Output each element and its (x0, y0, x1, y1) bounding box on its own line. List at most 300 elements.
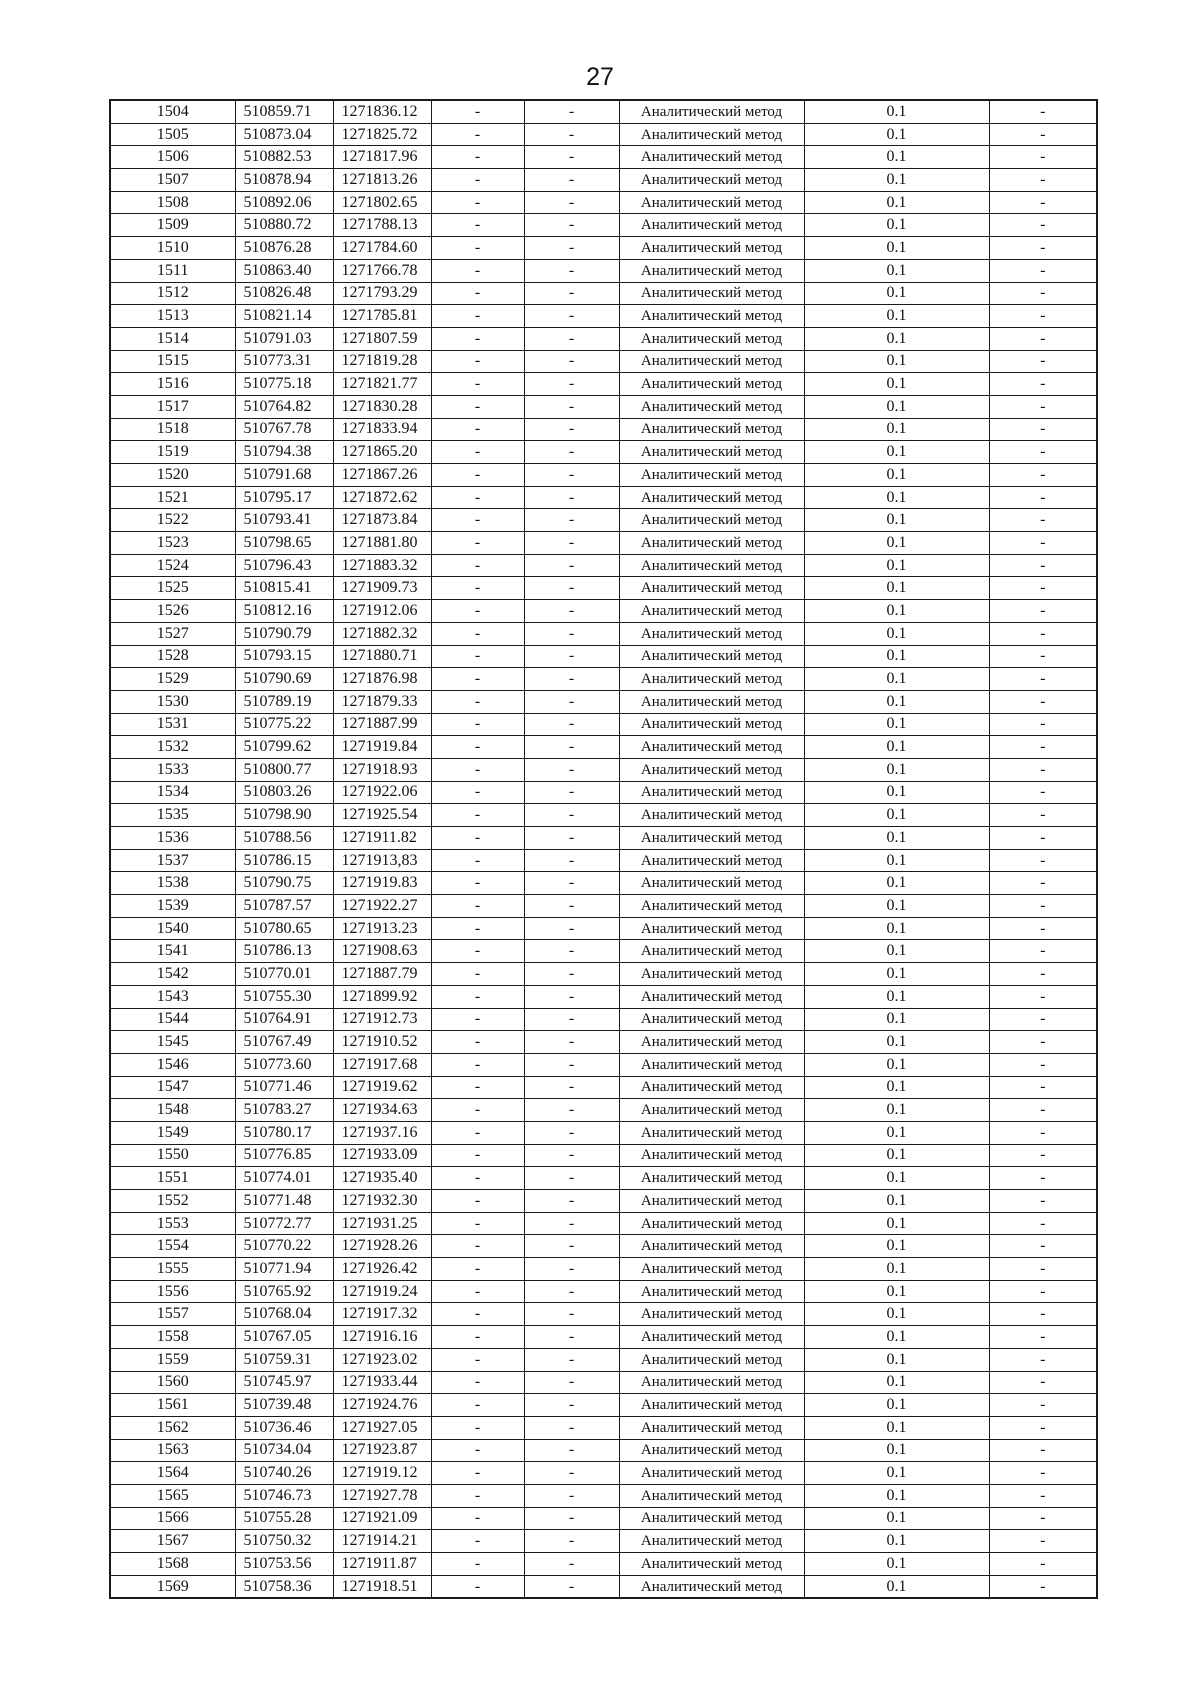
cell-point-number: 1557 (110, 1303, 235, 1326)
cell-accuracy: 0.1 (804, 1484, 989, 1507)
cell-y-coordinate: 1271924.76 (333, 1394, 431, 1417)
cell-method: Аналитический метод (619, 464, 804, 487)
cell-y-coordinate: 1271917.32 (333, 1303, 431, 1326)
cell-col-8: - (989, 781, 1097, 804)
cell-col-5: - (524, 1439, 619, 1462)
cell-y-coordinate: 1271879.33 (333, 690, 431, 713)
cell-y-coordinate: 1271867.26 (333, 464, 431, 487)
cell-col-4: - (431, 963, 524, 986)
cell-y-coordinate: 1271766.78 (333, 259, 431, 282)
cell-point-number: 1515 (110, 350, 235, 373)
cell-y-coordinate: 1271909.73 (333, 577, 431, 600)
cell-point-number: 1562 (110, 1416, 235, 1439)
cell-accuracy: 0.1 (804, 622, 989, 645)
cell-x-coordinate: 510773.60 (235, 1053, 333, 1076)
cell-method: Аналитический метод (619, 1348, 804, 1371)
cell-method: Аналитический метод (619, 1121, 804, 1144)
cell-x-coordinate: 510803.26 (235, 781, 333, 804)
cell-y-coordinate: 1271921.09 (333, 1507, 431, 1530)
cell-point-number: 1539 (110, 895, 235, 918)
cell-y-coordinate: 1271883.32 (333, 554, 431, 577)
cell-col-8: - (989, 146, 1097, 169)
table-row (110, 963, 1097, 986)
cell-col-5: - (524, 940, 619, 963)
table-row (110, 577, 1097, 600)
cell-col-8: - (989, 1416, 1097, 1439)
cell-col-8: - (989, 895, 1097, 918)
cell-x-coordinate: 510764.91 (235, 1008, 333, 1031)
cell-col-4: - (431, 713, 524, 736)
cell-col-5: - (524, 486, 619, 509)
table-row (110, 395, 1097, 418)
cell-col-8: - (989, 1258, 1097, 1281)
table-row (110, 804, 1097, 827)
cell-col-4: - (431, 1280, 524, 1303)
cell-y-coordinate: 1271807.59 (333, 327, 431, 350)
cell-x-coordinate: 510791.03 (235, 327, 333, 350)
cell-y-coordinate: 1271813.26 (333, 169, 431, 192)
cell-col-4: - (431, 554, 524, 577)
cell-accuracy: 0.1 (804, 849, 989, 872)
cell-y-coordinate: 1271882.32 (333, 622, 431, 645)
cell-point-number: 1534 (110, 781, 235, 804)
cell-method: Аналитический метод (619, 645, 804, 668)
cell-point-number: 1506 (110, 146, 235, 169)
cell-y-coordinate: 1271914.21 (333, 1530, 431, 1553)
cell-y-coordinate: 1271865.20 (333, 441, 431, 464)
cell-method: Аналитический метод (619, 1303, 804, 1326)
cell-point-number: 1561 (110, 1394, 235, 1417)
cell-col-4: - (431, 985, 524, 1008)
cell-x-coordinate: 510798.65 (235, 532, 333, 555)
cell-col-8: - (989, 600, 1097, 623)
cell-x-coordinate: 510775.22 (235, 713, 333, 736)
cell-col-8: - (989, 963, 1097, 986)
cell-point-number: 1558 (110, 1326, 235, 1349)
cell-x-coordinate: 510815.41 (235, 577, 333, 600)
cell-x-coordinate: 510796.43 (235, 554, 333, 577)
cell-col-8: - (989, 1280, 1097, 1303)
cell-y-coordinate: 1271919.62 (333, 1076, 431, 1099)
cell-point-number: 1543 (110, 985, 235, 1008)
cell-col-5: - (524, 963, 619, 986)
table-row (110, 1190, 1097, 1213)
cell-col-4: - (431, 123, 524, 146)
cell-method: Аналитический метод (619, 668, 804, 691)
cell-col-8: - (989, 1575, 1097, 1598)
cell-accuracy: 0.1 (804, 600, 989, 623)
cell-point-number: 1569 (110, 1575, 235, 1598)
cell-accuracy: 0.1 (804, 1553, 989, 1576)
cell-x-coordinate: 510892.06 (235, 191, 333, 214)
cell-x-coordinate: 510790.79 (235, 622, 333, 645)
cell-y-coordinate: 1271919.24 (333, 1280, 431, 1303)
cell-point-number: 1512 (110, 282, 235, 305)
cell-point-number: 1556 (110, 1280, 235, 1303)
cell-y-coordinate: 1271785.81 (333, 305, 431, 328)
cell-x-coordinate: 510787.57 (235, 895, 333, 918)
cell-col-8: - (989, 1144, 1097, 1167)
cell-col-8: - (989, 327, 1097, 350)
cell-y-coordinate: 1271836.12 (333, 100, 431, 123)
cell-point-number: 1541 (110, 940, 235, 963)
cell-y-coordinate: 1271923.02 (333, 1348, 431, 1371)
cell-col-4: - (431, 1076, 524, 1099)
cell-method: Аналитический метод (619, 1258, 804, 1281)
cell-point-number: 1535 (110, 804, 235, 827)
cell-col-5: - (524, 327, 619, 350)
cell-col-4: - (431, 1507, 524, 1530)
cell-x-coordinate: 510745.97 (235, 1371, 333, 1394)
cell-col-8: - (989, 418, 1097, 441)
cell-col-5: - (524, 100, 619, 123)
cell-y-coordinate: 1271932.30 (333, 1190, 431, 1213)
cell-col-5: - (524, 1348, 619, 1371)
cell-accuracy: 0.1 (804, 350, 989, 373)
cell-accuracy: 0.1 (804, 668, 989, 691)
cell-accuracy: 0.1 (804, 1121, 989, 1144)
cell-method: Аналитический метод (619, 1008, 804, 1031)
cell-x-coordinate: 510775.18 (235, 373, 333, 396)
cell-col-8: - (989, 1439, 1097, 1462)
cell-col-5: - (524, 1144, 619, 1167)
cell-col-8: - (989, 395, 1097, 418)
cell-point-number: 1538 (110, 872, 235, 895)
cell-point-number: 1508 (110, 191, 235, 214)
cell-col-8: - (989, 282, 1097, 305)
table-row (110, 486, 1097, 509)
cell-point-number: 1528 (110, 645, 235, 668)
cell-point-number: 1531 (110, 713, 235, 736)
cell-col-4: - (431, 1303, 524, 1326)
cell-accuracy: 0.1 (804, 895, 989, 918)
table-row (110, 1235, 1097, 1258)
cell-col-8: - (989, 1371, 1097, 1394)
cell-col-5: - (524, 849, 619, 872)
cell-x-coordinate: 510790.75 (235, 872, 333, 895)
cell-col-5: - (524, 259, 619, 282)
cell-point-number: 1529 (110, 668, 235, 691)
cell-y-coordinate: 1271899.92 (333, 985, 431, 1008)
cell-col-8: - (989, 1348, 1097, 1371)
cell-col-8: - (989, 532, 1097, 555)
cell-col-5: - (524, 827, 619, 850)
cell-col-4: - (431, 1190, 524, 1213)
cell-point-number: 1507 (110, 169, 235, 192)
cell-point-number: 1545 (110, 1031, 235, 1054)
table-row (110, 713, 1097, 736)
cell-x-coordinate: 510773.31 (235, 350, 333, 373)
table-row (110, 532, 1097, 555)
cell-col-5: - (524, 305, 619, 328)
cell-point-number: 1521 (110, 486, 235, 509)
cell-x-coordinate: 510771.94 (235, 1258, 333, 1281)
cell-point-number: 1505 (110, 123, 235, 146)
cell-col-4: - (431, 668, 524, 691)
cell-col-5: - (524, 668, 619, 691)
table-row (110, 1394, 1097, 1417)
cell-method: Аналитический метод (619, 1326, 804, 1349)
cell-col-4: - (431, 917, 524, 940)
cell-col-5: - (524, 373, 619, 396)
cell-col-5: - (524, 1575, 619, 1598)
cell-col-8: - (989, 464, 1097, 487)
cell-col-4: - (431, 1416, 524, 1439)
cell-point-number: 1552 (110, 1190, 235, 1213)
cell-x-coordinate: 510783.27 (235, 1099, 333, 1122)
cell-y-coordinate: 1271821.77 (333, 373, 431, 396)
cell-col-8: - (989, 872, 1097, 895)
cell-accuracy: 0.1 (804, 259, 989, 282)
cell-y-coordinate: 1271925.54 (333, 804, 431, 827)
cell-x-coordinate: 510799.62 (235, 736, 333, 759)
cell-point-number: 1510 (110, 237, 235, 260)
cell-point-number: 1537 (110, 849, 235, 872)
cell-x-coordinate: 510786.15 (235, 849, 333, 872)
cell-col-4: - (431, 327, 524, 350)
cell-x-coordinate: 510812.16 (235, 600, 333, 623)
cell-method: Аналитический метод (619, 1394, 804, 1417)
cell-col-4: - (431, 849, 524, 872)
table-row (110, 509, 1097, 532)
cell-col-8: - (989, 1212, 1097, 1235)
table-row (110, 736, 1097, 759)
table-row (110, 872, 1097, 895)
cell-y-coordinate: 1271912.73 (333, 1008, 431, 1031)
cell-accuracy: 0.1 (804, 1031, 989, 1054)
cell-method: Аналитический метод (619, 736, 804, 759)
cell-col-5: - (524, 1553, 619, 1576)
cell-col-4: - (431, 1258, 524, 1281)
table-row (110, 1258, 1097, 1281)
cell-col-8: - (989, 940, 1097, 963)
cell-col-4: - (431, 259, 524, 282)
cell-col-5: - (524, 1258, 619, 1281)
cell-col-5: - (524, 554, 619, 577)
cell-col-4: - (431, 577, 524, 600)
cell-accuracy: 0.1 (804, 1280, 989, 1303)
cell-col-4: - (431, 600, 524, 623)
cell-point-number: 1559 (110, 1348, 235, 1371)
cell-accuracy: 0.1 (804, 1394, 989, 1417)
cell-col-5: - (524, 713, 619, 736)
cell-col-5: - (524, 804, 619, 827)
cell-method: Аналитический метод (619, 872, 804, 895)
cell-point-number: 1548 (110, 1099, 235, 1122)
cell-col-5: - (524, 758, 619, 781)
cell-col-4: - (431, 532, 524, 555)
cell-col-8: - (989, 237, 1097, 260)
cell-col-8: - (989, 736, 1097, 759)
cell-col-4: - (431, 282, 524, 305)
cell-accuracy: 0.1 (804, 1167, 989, 1190)
cell-point-number: 1509 (110, 214, 235, 237)
cell-x-coordinate: 510736.46 (235, 1416, 333, 1439)
cell-point-number: 1523 (110, 532, 235, 555)
cell-method: Аналитический метод (619, 1553, 804, 1576)
cell-col-5: - (524, 1371, 619, 1394)
table-row (110, 600, 1097, 623)
cell-point-number: 1542 (110, 963, 235, 986)
cell-accuracy: 0.1 (804, 872, 989, 895)
cell-col-4: - (431, 1462, 524, 1485)
cell-col-4: - (431, 1484, 524, 1507)
cell-col-8: - (989, 1326, 1097, 1349)
cell-y-coordinate: 1271918.51 (333, 1575, 431, 1598)
cell-col-8: - (989, 758, 1097, 781)
cell-col-4: - (431, 305, 524, 328)
cell-x-coordinate: 510793.15 (235, 645, 333, 668)
cell-point-number: 1564 (110, 1462, 235, 1485)
cell-point-number: 1518 (110, 418, 235, 441)
cell-col-8: - (989, 373, 1097, 396)
cell-col-5: - (524, 191, 619, 214)
cell-col-4: - (431, 895, 524, 918)
cell-method: Аналитический метод (619, 895, 804, 918)
cell-col-8: - (989, 668, 1097, 691)
cell-method: Аналитический метод (619, 804, 804, 827)
cell-point-number: 1525 (110, 577, 235, 600)
cell-col-4: - (431, 781, 524, 804)
cell-y-coordinate: 1271928.26 (333, 1235, 431, 1258)
cell-col-8: - (989, 1008, 1097, 1031)
cell-accuracy: 0.1 (804, 1575, 989, 1598)
cell-col-4: - (431, 418, 524, 441)
cell-method: Аналитический метод (619, 985, 804, 1008)
cell-col-4: - (431, 645, 524, 668)
cell-x-coordinate: 510768.04 (235, 1303, 333, 1326)
table-row (110, 1439, 1097, 1462)
cell-accuracy: 0.1 (804, 532, 989, 555)
cell-x-coordinate: 510758.36 (235, 1575, 333, 1598)
cell-col-5: - (524, 1303, 619, 1326)
table-row (110, 690, 1097, 713)
cell-col-5: - (524, 418, 619, 441)
cell-accuracy: 0.1 (804, 985, 989, 1008)
cell-col-4: - (431, 1553, 524, 1576)
table-row (110, 259, 1097, 282)
cell-col-5: - (524, 123, 619, 146)
cell-y-coordinate: 1271833.94 (333, 418, 431, 441)
cell-y-coordinate: 1271919.12 (333, 1462, 431, 1485)
cell-col-5: - (524, 1008, 619, 1031)
cell-method: Аналитический метод (619, 327, 804, 350)
cell-accuracy: 0.1 (804, 1371, 989, 1394)
table-row (110, 1530, 1097, 1553)
cell-col-8: - (989, 849, 1097, 872)
cell-col-4: - (431, 940, 524, 963)
cell-point-number: 1513 (110, 305, 235, 328)
cell-point-number: 1527 (110, 622, 235, 645)
cell-x-coordinate: 510759.31 (235, 1348, 333, 1371)
table-row (110, 1371, 1097, 1394)
table-row (110, 123, 1097, 146)
cell-col-4: - (431, 1031, 524, 1054)
cell-x-coordinate: 510789.19 (235, 690, 333, 713)
cell-x-coordinate: 510880.72 (235, 214, 333, 237)
cell-col-4: - (431, 1144, 524, 1167)
cell-method: Аналитический метод (619, 1144, 804, 1167)
cell-col-4: - (431, 214, 524, 237)
cell-y-coordinate: 1271912.06 (333, 600, 431, 623)
cell-col-8: - (989, 191, 1097, 214)
cell-accuracy: 0.1 (804, 1416, 989, 1439)
table-row (110, 1008, 1097, 1031)
cell-method: Аналитический метод (619, 146, 804, 169)
cell-col-8: - (989, 1099, 1097, 1122)
cell-method: Аналитический метод (619, 827, 804, 850)
cell-method: Аналитический метод (619, 849, 804, 872)
cell-col-8: - (989, 713, 1097, 736)
cell-y-coordinate: 1271876.98 (333, 668, 431, 691)
cell-col-8: - (989, 554, 1097, 577)
cell-point-number: 1511 (110, 259, 235, 282)
cell-col-5: - (524, 1190, 619, 1213)
cell-col-5: - (524, 1530, 619, 1553)
cell-accuracy: 0.1 (804, 554, 989, 577)
cell-col-8: - (989, 577, 1097, 600)
cell-col-8: - (989, 645, 1097, 668)
cell-method: Аналитический метод (619, 441, 804, 464)
cell-accuracy: 0.1 (804, 1144, 989, 1167)
cell-accuracy: 0.1 (804, 464, 989, 487)
cell-y-coordinate: 1271830.28 (333, 395, 431, 418)
table-row (110, 1462, 1097, 1485)
table-body (110, 100, 1097, 1598)
cell-x-coordinate: 510764.82 (235, 395, 333, 418)
cell-col-5: - (524, 532, 619, 555)
cell-method: Аналитический метод (619, 305, 804, 328)
cell-x-coordinate: 510798.90 (235, 804, 333, 827)
table-row (110, 985, 1097, 1008)
cell-x-coordinate: 510863.40 (235, 259, 333, 282)
cell-y-coordinate: 1271825.72 (333, 123, 431, 146)
cell-method: Аналитический метод (619, 282, 804, 305)
cell-col-8: - (989, 441, 1097, 464)
cell-point-number: 1540 (110, 917, 235, 940)
cell-accuracy: 0.1 (804, 690, 989, 713)
cell-method: Аналитический метод (619, 1235, 804, 1258)
table-row (110, 282, 1097, 305)
cell-col-4: - (431, 1121, 524, 1144)
cell-col-5: - (524, 214, 619, 237)
cell-col-8: - (989, 1507, 1097, 1530)
cell-x-coordinate: 510771.48 (235, 1190, 333, 1213)
cell-x-coordinate: 510780.17 (235, 1121, 333, 1144)
cell-y-coordinate: 1271923.87 (333, 1439, 431, 1462)
cell-accuracy: 0.1 (804, 781, 989, 804)
table-row (110, 668, 1097, 691)
cell-method: Аналитический метод (619, 395, 804, 418)
cell-col-8: - (989, 804, 1097, 827)
cell-col-5: - (524, 1235, 619, 1258)
cell-accuracy: 0.1 (804, 305, 989, 328)
coordinates-table (109, 99, 1098, 1599)
cell-col-4: - (431, 486, 524, 509)
cell-x-coordinate: 510767.49 (235, 1031, 333, 1054)
cell-method: Аналитический метод (619, 577, 804, 600)
cell-accuracy: 0.1 (804, 1530, 989, 1553)
cell-col-5: - (524, 464, 619, 487)
table-row (110, 1099, 1097, 1122)
cell-accuracy: 0.1 (804, 282, 989, 305)
cell-accuracy: 0.1 (804, 1008, 989, 1031)
cell-point-number: 1555 (110, 1258, 235, 1281)
cell-x-coordinate: 510780.65 (235, 917, 333, 940)
table-row (110, 645, 1097, 668)
table-row (110, 1076, 1097, 1099)
cell-col-4: - (431, 395, 524, 418)
